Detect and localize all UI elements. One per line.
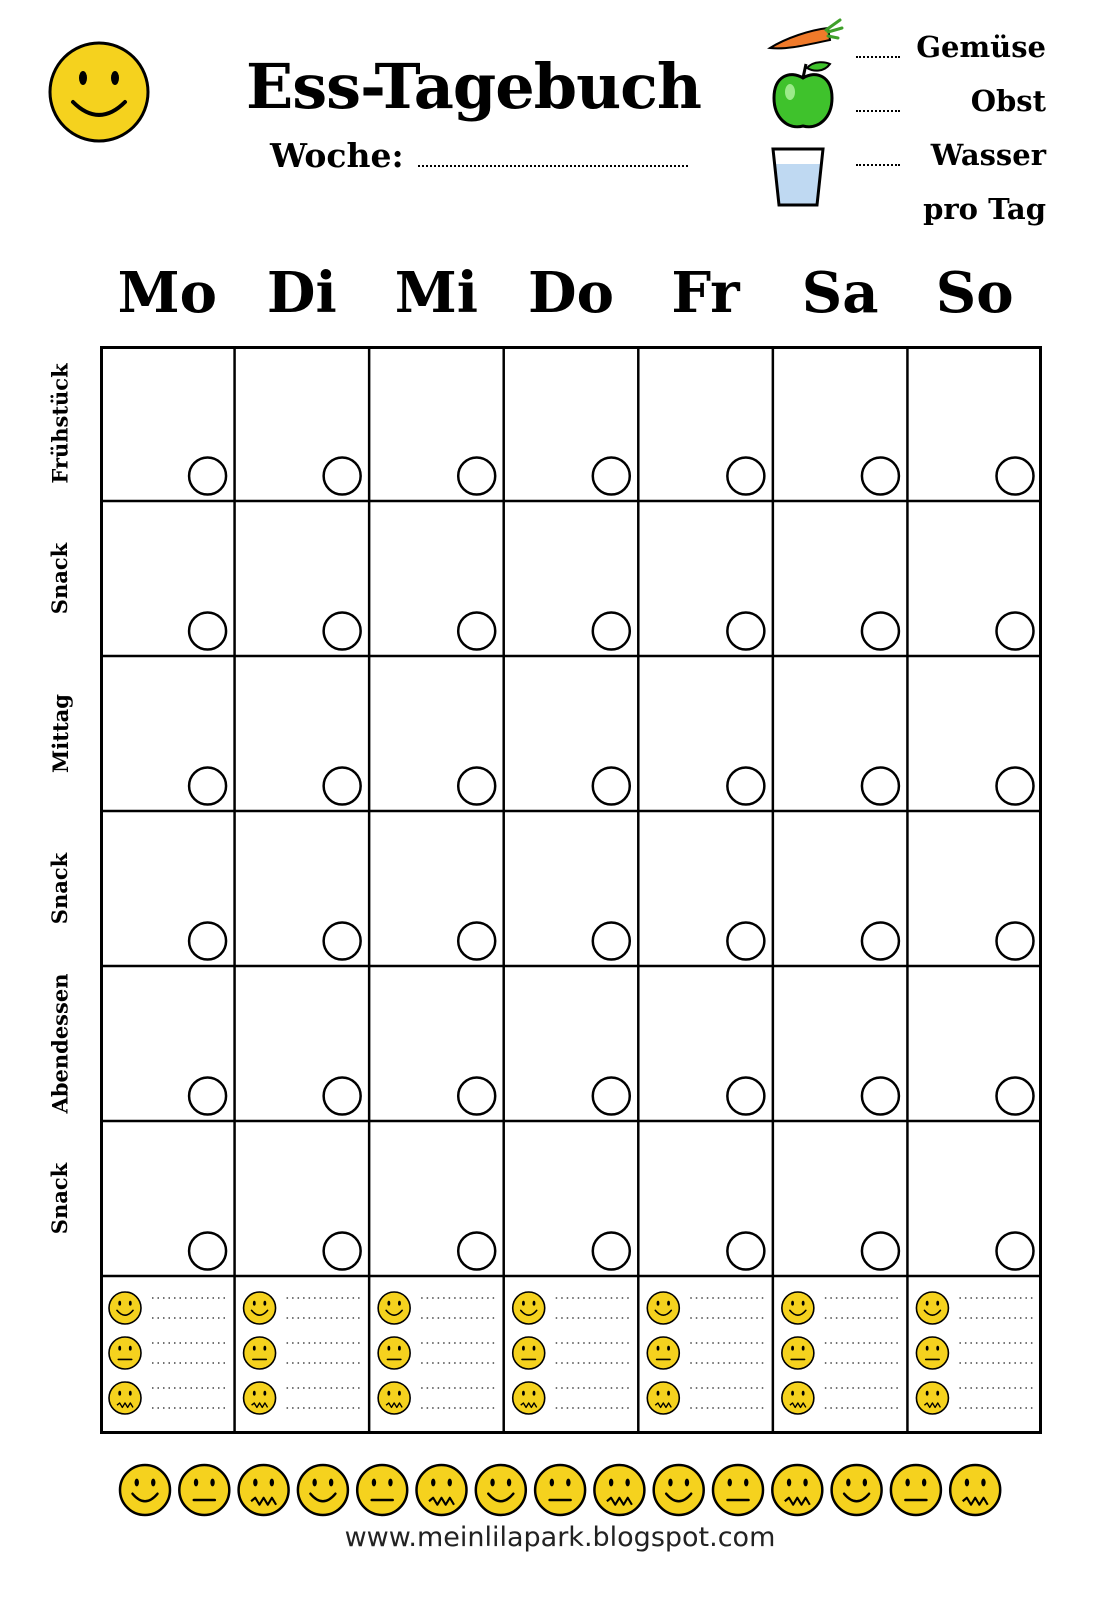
- legend-label-fruit: Obst: [970, 84, 1046, 118]
- meal-label-snack-2: Snack: [47, 852, 73, 925]
- check-circle[interactable]: [189, 923, 226, 960]
- check-circle[interactable]: [727, 458, 764, 495]
- check-circle[interactable]: [862, 458, 899, 495]
- neutral-face-icon: [378, 1337, 410, 1369]
- apple-icon: [770, 58, 836, 132]
- meal-label-abendessen: Abendessen: [47, 973, 73, 1114]
- check-circle[interactable]: [458, 1233, 495, 1270]
- check-circle[interactable]: [727, 1078, 764, 1115]
- check-circle[interactable]: [997, 923, 1034, 960]
- check-circle[interactable]: [727, 923, 764, 960]
- check-circle[interactable]: [324, 768, 361, 805]
- day-headers: [100, 258, 1042, 328]
- sick-face-icon: [378, 1382, 410, 1414]
- happy-face-icon: [782, 1292, 814, 1324]
- day-header-do: Do: [528, 260, 614, 326]
- bottom-sick-face-icon: [417, 1465, 467, 1515]
- happy-face-icon: [513, 1292, 545, 1324]
- check-circle[interactable]: [997, 458, 1034, 495]
- bottom-sick-face-icon: [239, 1465, 289, 1515]
- legend-dots-vegetables: [856, 56, 900, 58]
- check-circle[interactable]: [458, 1078, 495, 1115]
- bottom-neutral-face-icon: [357, 1465, 407, 1515]
- day-header-mo: Mo: [117, 260, 217, 326]
- bottom-happy-face-icon: [298, 1465, 348, 1515]
- week-input-line[interactable]: [418, 165, 688, 167]
- smiley-logo-icon: [47, 40, 151, 144]
- check-circle[interactable]: [727, 1233, 764, 1270]
- day-header-fr: Fr: [671, 260, 740, 326]
- bottom-sick-face-icon: [594, 1465, 644, 1515]
- day-header-di: Di: [266, 260, 337, 326]
- check-circle[interactable]: [593, 923, 630, 960]
- check-circle[interactable]: [997, 613, 1034, 650]
- diary-grid: [100, 346, 1042, 1434]
- check-circle[interactable]: [458, 923, 495, 960]
- meal-label-mittag: Mittag: [47, 694, 73, 773]
- happy-face-icon: [378, 1292, 410, 1324]
- neutral-face-icon: [647, 1337, 679, 1369]
- bottom-sick-face-icon: [950, 1465, 1000, 1515]
- neutral-face-icon: [916, 1337, 948, 1369]
- legend-label-water: Wasser: [930, 138, 1046, 172]
- happy-face-icon: [647, 1292, 679, 1324]
- meal-label-snack-1: Snack: [47, 542, 73, 615]
- bottom-happy-face-icon: [832, 1465, 882, 1515]
- happy-face-icon: [244, 1292, 276, 1324]
- check-circle[interactable]: [862, 923, 899, 960]
- carrot-icon: [766, 18, 844, 54]
- check-circle[interactable]: [727, 768, 764, 805]
- bottom-happy-face-icon: [120, 1465, 170, 1515]
- day-header-sa: Sa: [801, 260, 879, 326]
- sick-face-icon: [782, 1382, 814, 1414]
- check-circle[interactable]: [862, 1078, 899, 1115]
- check-circle[interactable]: [458, 768, 495, 805]
- check-circle[interactable]: [189, 458, 226, 495]
- sick-face-icon: [647, 1382, 679, 1414]
- legend-dots-water: [856, 164, 900, 166]
- happy-face-icon: [916, 1292, 948, 1324]
- bottom-happy-face-icon: [476, 1465, 526, 1515]
- check-circle[interactable]: [997, 1078, 1034, 1115]
- legend-label-vegetables: Gemüse: [916, 30, 1046, 64]
- happy-face-icon: [109, 1292, 141, 1324]
- bottom-neutral-face-icon: [535, 1465, 585, 1515]
- check-circle[interactable]: [189, 1233, 226, 1270]
- check-circle[interactable]: [189, 768, 226, 805]
- bottom-sick-face-icon: [772, 1465, 822, 1515]
- neutral-face-icon: [513, 1337, 545, 1369]
- week-label: Woche:: [270, 136, 404, 175]
- check-circle[interactable]: [593, 1078, 630, 1115]
- check-circle[interactable]: [593, 613, 630, 650]
- neutral-face-icon: [244, 1337, 276, 1369]
- neutral-face-icon: [109, 1337, 141, 1369]
- neutral-face-icon: [782, 1337, 814, 1369]
- check-circle[interactable]: [458, 458, 495, 495]
- check-circle[interactable]: [593, 1233, 630, 1270]
- check-circle[interactable]: [458, 613, 495, 650]
- bottom-neutral-face-icon: [713, 1465, 763, 1515]
- check-circle[interactable]: [593, 458, 630, 495]
- day-header-mi: Mi: [394, 260, 479, 326]
- sick-face-icon: [513, 1382, 545, 1414]
- check-circle[interactable]: [593, 768, 630, 805]
- check-circle[interactable]: [862, 1233, 899, 1270]
- check-circle[interactable]: [324, 1233, 361, 1270]
- check-circle[interactable]: [324, 1078, 361, 1115]
- water-glass-icon: [770, 146, 826, 208]
- bottom-neutral-face-icon: [179, 1465, 229, 1515]
- footer-url: www.meinlilapark.blogspot.com: [344, 1522, 776, 1553]
- sick-face-icon: [244, 1382, 276, 1414]
- meal-label-snack-3: Snack: [47, 1162, 73, 1235]
- meal-label-fruehstueck: Frühstück: [47, 363, 73, 484]
- check-circle[interactable]: [727, 613, 764, 650]
- bottom-smiley-row: [118, 1462, 1008, 1518]
- check-circle[interactable]: [189, 613, 226, 650]
- legend-label-per-day: pro Tag: [923, 192, 1046, 226]
- page-title: Ess-Tagebuch: [246, 50, 701, 123]
- bottom-happy-face-icon: [654, 1465, 704, 1515]
- bottom-neutral-face-icon: [891, 1465, 941, 1515]
- check-circle[interactable]: [997, 768, 1034, 805]
- legend-dots-fruit: [856, 110, 900, 112]
- check-circle[interactable]: [997, 1233, 1034, 1270]
- check-circle[interactable]: [324, 923, 361, 960]
- check-circle[interactable]: [189, 1078, 226, 1115]
- sick-face-icon: [916, 1382, 948, 1414]
- check-circle[interactable]: [862, 613, 899, 650]
- check-circle[interactable]: [862, 768, 899, 805]
- day-header-so: So: [935, 260, 1014, 326]
- check-circle[interactable]: [324, 458, 361, 495]
- check-circle[interactable]: [324, 613, 361, 650]
- sick-face-icon: [109, 1382, 141, 1414]
